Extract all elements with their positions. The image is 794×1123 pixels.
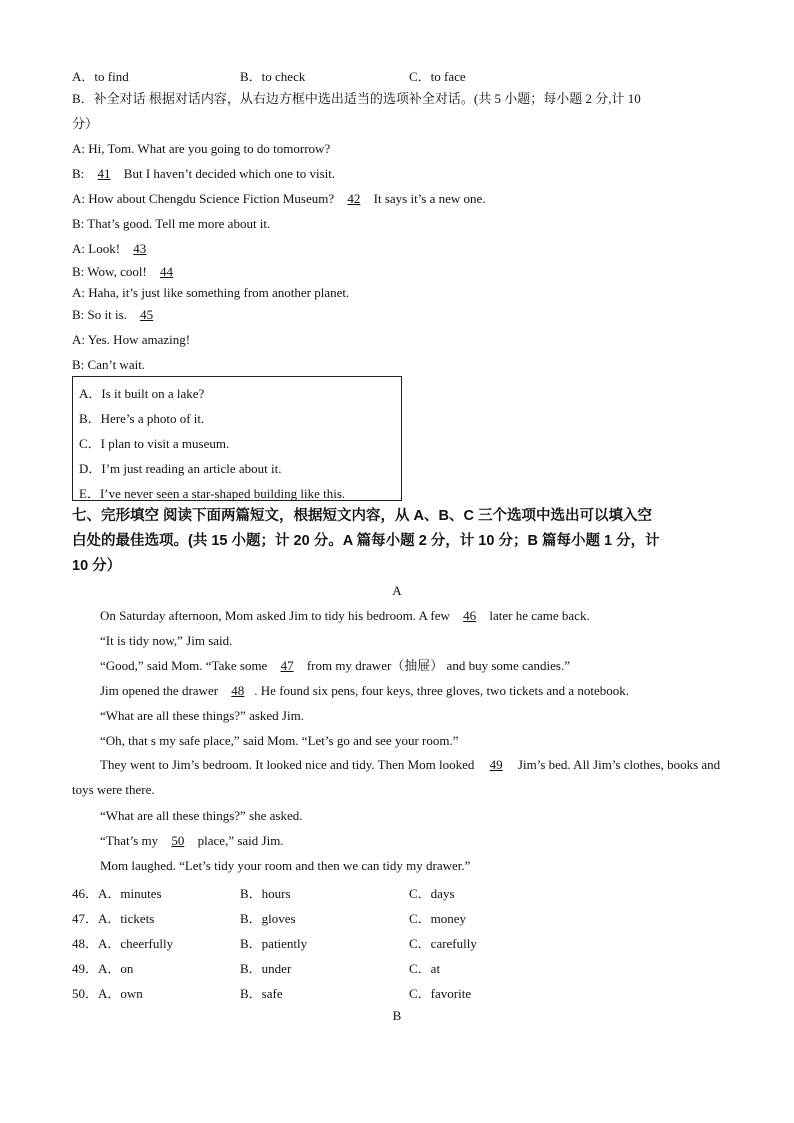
question-option-num: 46．A．minutes <box>72 886 162 901</box>
answer-blank: 46 <box>463 608 477 623</box>
question-option-num: 50．A．own <box>72 986 143 1001</box>
question-option-c: C．carefully <box>409 936 477 951</box>
line-text: On Saturday afternoon, Mom asked Jim to tidy his bedroom. A few <box>100 608 454 623</box>
passage-line <box>100 658 570 674</box>
blank-49: 49 <box>489 757 503 772</box>
choice-box <box>72 376 402 501</box>
line-text: A: Haha, it’s just like something from another planet. <box>72 285 350 300</box>
choice-e: E．I’ve never seen a star-shaped building like this. <box>79 486 346 501</box>
dialogue-line <box>72 141 330 157</box>
section-7-heading-3: 10 分） <box>72 558 122 574</box>
section-7-heading-2: 白处的最佳选项。(共 15 小题；计 20 分。A 篇每小题 2 分，计 10 分；B 篇每小题 1 分，计 <box>72 533 660 549</box>
line-text: A: Look! <box>72 241 124 256</box>
paragraph-text-pre: They went to Jim’s bedroom. It looked nice and tidy. Then Mom looked <box>100 757 478 772</box>
dialogue-line <box>72 264 183 280</box>
line-text: Mom laughed. “Let’s tidy your room and then we can tidy my drawer.” <box>100 858 471 873</box>
line-text: A: How about Chengdu Science Fiction Museum? <box>72 191 338 206</box>
line-text: “That’s my <box>100 833 162 848</box>
section-b-heading: B．补全对话 根据对话内容，从右边方框中选出适当的选项补全对话。(共 5 小题；每小题 2 分,计 10 <box>72 91 641 106</box>
line-text: B: So it is. <box>72 307 131 322</box>
question-row <box>0 983 720 999</box>
passage-a-label: A <box>392 583 402 598</box>
line-text: A: Yes. How amazing! <box>72 332 191 347</box>
answer-blank: 48 <box>231 683 245 698</box>
line-text: B: Can’t wait. <box>72 357 146 372</box>
question-option-b: B．under <box>240 961 292 976</box>
line-text-post: . He found six pens, four keys, three gloves, two tickets and a notebook. <box>254 683 630 698</box>
section-b-heading-cont: 分） <box>72 116 99 131</box>
line-text: “What are all these things?” asked Jim. <box>100 708 304 723</box>
question-row <box>0 908 720 924</box>
paragraph-text-post: Jim’s bed. All Jim’s clothes, books and toys were there. <box>72 757 721 797</box>
dialogue-line <box>72 191 486 207</box>
choice-d: D．I’m just reading an article about it. <box>79 461 282 476</box>
passage-line <box>100 858 470 874</box>
choice-c: C．I plan to visit a museum. <box>79 436 230 451</box>
question-option-c: C．money <box>409 911 467 926</box>
line-text: “Oh, that s my safe place,” said Mom. “Let’s go and see your room.” <box>100 733 459 748</box>
passage-b-label: B <box>392 1008 402 1023</box>
option-c: C．to face <box>409 69 466 84</box>
dialogue-line <box>72 241 156 257</box>
answer-blank: 50 <box>171 833 185 848</box>
choice-a: A．Is it built on a lake? <box>79 386 205 401</box>
line-text: “What are all these things?” she asked. <box>100 808 303 823</box>
passage-line <box>100 683 629 699</box>
line-text-post: from my drawer（抽屉） and buy some candies.” <box>303 658 571 673</box>
question-option-b: B．gloves <box>240 911 296 926</box>
line-text: B: Wow, cool! <box>72 264 151 279</box>
dialogue-line <box>72 307 163 323</box>
answer-blank: 43 <box>133 241 147 256</box>
line-text: B: That’s good. Tell me more about it. <box>72 216 271 231</box>
line-text: “Good,” said Mom. “Take some <box>100 658 271 673</box>
option-row-40 <box>0 66 720 82</box>
question-option-c: C．at <box>409 961 441 976</box>
line-text: Jim opened the drawer <box>100 683 222 698</box>
line-text: “It is tidy now,” Jim said. <box>100 633 233 648</box>
line-text-post: later he came back. <box>486 608 590 623</box>
question-option-b: B．hours <box>240 886 291 901</box>
section-7-heading: 七、完形填空 阅读下面两篇短文，根据短文内容，从 A、B、C 三个选项中选出可以填入空 <box>72 508 652 524</box>
passage-line <box>100 733 458 749</box>
question-option-c: C．favorite <box>409 986 472 1001</box>
answer-blank: 44 <box>160 264 174 279</box>
dialogue-line <box>72 285 349 301</box>
question-option-num: 48．A．cheerfully <box>72 936 174 951</box>
line-text-post: place,” said Jim. <box>194 833 284 848</box>
passage-line <box>100 808 303 824</box>
question-option-num: 49．A．on <box>72 961 134 976</box>
line-text-post: But I haven’t decided which one to visit. <box>120 166 336 181</box>
option-a: A．to find <box>72 69 129 84</box>
line-text-post: It says it’s a new one. <box>370 191 486 206</box>
question-row <box>0 958 720 974</box>
dialogue-line <box>72 166 335 182</box>
passage-line <box>100 708 304 724</box>
question-row <box>0 883 720 899</box>
question-option-c: C．days <box>409 886 455 901</box>
dialogue-line <box>72 216 270 232</box>
line-text: B: <box>72 166 88 181</box>
answer-blank: 41 <box>97 166 111 181</box>
line-text: A: Hi, Tom. What are you going to do tomorrow? <box>72 141 331 156</box>
answer-blank: 42 <box>347 191 361 206</box>
question-row <box>0 933 720 949</box>
passage-line <box>100 833 284 849</box>
passage-line <box>100 633 232 649</box>
dialogue-line <box>72 332 190 348</box>
choice-b: B．Here’s a photo of it. <box>79 411 205 426</box>
question-option-b: B．safe <box>240 986 283 1001</box>
dialogue-line <box>72 357 145 373</box>
option-b: B．to check <box>240 69 306 84</box>
question-option-num: 47．A．tickets <box>72 911 155 926</box>
passage-line <box>100 608 590 624</box>
answer-blank: 47 <box>280 658 294 673</box>
passage-a-paragraph <box>72 752 722 802</box>
answer-blank: 45 <box>140 307 154 322</box>
question-option-b: B．patiently <box>240 936 308 951</box>
